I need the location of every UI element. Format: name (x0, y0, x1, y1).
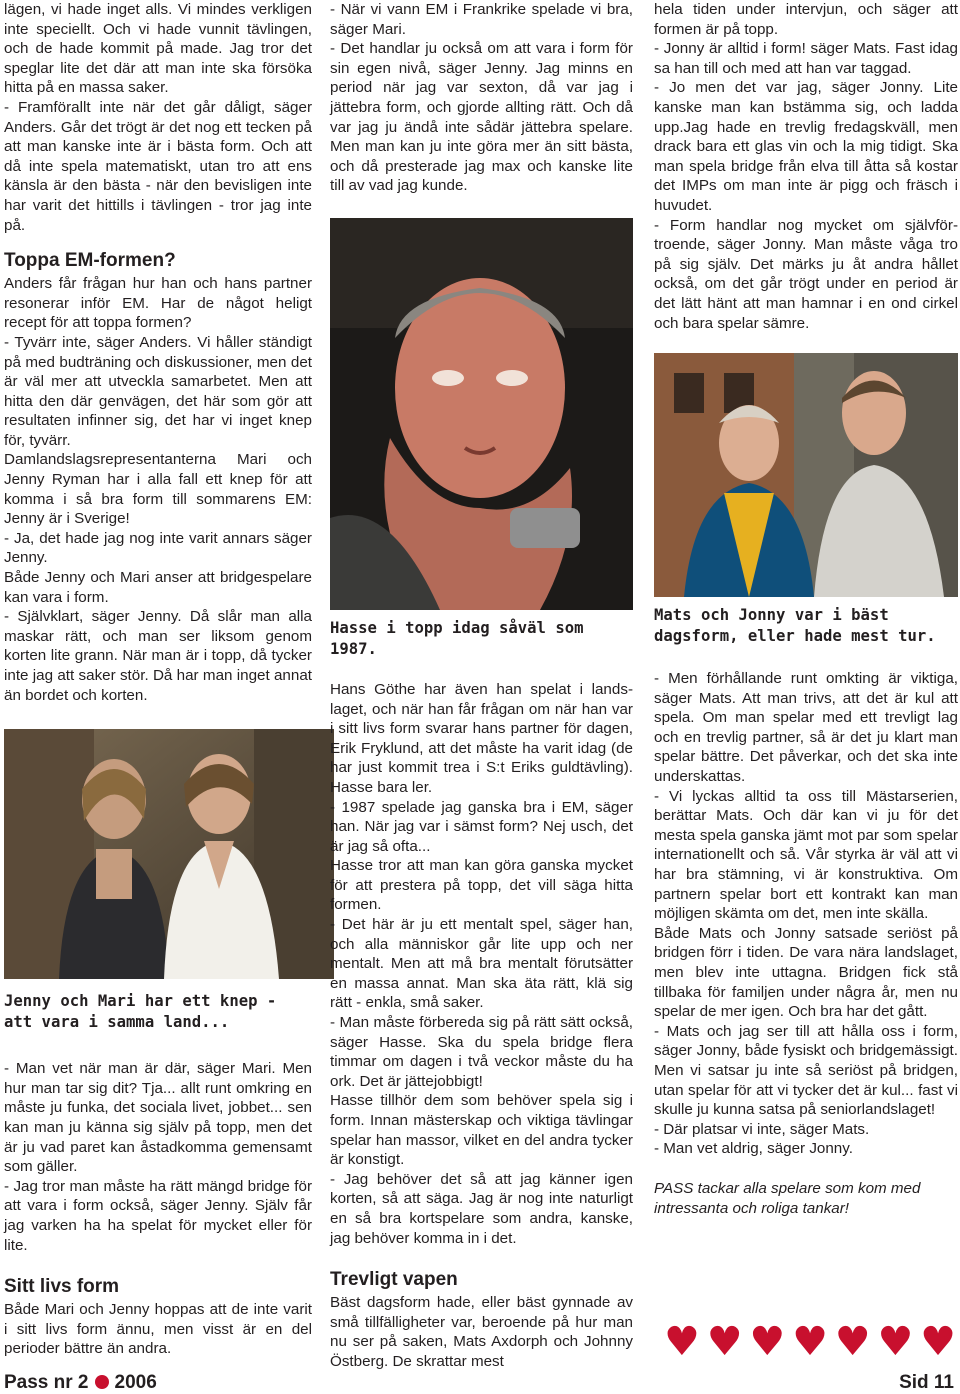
paragraph: - Tyvärr inte, säger Anders. Vi håller ständigt på med budträning och diskussioner, men det är väl mer att utveckla samarbetet. Men att hitta den där genvägen, det här som gör att resultaten infinner sig, det har vi inget knep för, tyvärr. (4, 333, 312, 449)
paragraph: - Självklart, säger Jenny. Då slår man alla maskar rätt, och man ser liksom genom korten lite grann. När man är i topp, då tycker inte jag att saker stör. Då har man inget annat än bordet och korten. (4, 608, 312, 704)
heading-toppa-em-formen: Toppa EM-formen? (4, 250, 176, 272)
paragraph: - Men förhållande runt omkting är viktiga, säger Mats. Att man trivs, att det är kul att spela. Om man spelar med ett trevligt lag och en trevlig partner, så är det ju klart man spelar bättre. Det påverkar, och det ska inte underskattas. (654, 670, 958, 786)
photo-mats-jonny-image (654, 353, 958, 597)
photo-caption-mats-jonny: Mats och Jonny var i bäst dagsform, eller hade mest tur. (654, 606, 936, 646)
paragraph: Både Mari och Jenny hoppas att de inte varit i sitt livs form ännu, men visst är en del perioder bättre än andra. (4, 1301, 312, 1358)
paragraph: - Man vet när man är där, säger Mari. Men hur man tar sig dit? Tja... allt runt omkring en måste ju funka, det sociala livet, jobbet... sen kan man ju känna sig själv på topp, men det är ju vad paret kan åstadkomma gemensamt som gäller. (4, 1060, 312, 1176)
heading-sitt-livs-form: Sitt livs form (4, 1276, 120, 1298)
photo-hasse (330, 218, 633, 610)
paragraph: Hans Göthe har även han spelat i landslaget, och när han får frågan om när han var i sitt livs form svarar hans partner för dagen, Erik Fryklund, att det måste ha varit idag (de har just kommit trea i S:t Eriks guldtävling). Hasse bara ler. (330, 680, 633, 796)
paragraph: - Det här är ju ett mentalt spel, säger han, och alla människor går lite upp och ner mentalt. Men att må bra mentalt förutsätter en massa annat. Man ska äta rätt, klä sig rätt - enkla, små saker. (330, 916, 633, 1012)
paragraph: Bäst dagsform hade, eller bäst gynnade av små tillfälligheter var, beroende på hur man nu ser på saken, Mats Axdorph och Johnny Östberg. De skrattar mest (330, 1294, 633, 1370)
closing-note: PASS tackar alla spelare som kom med intressanta och roliga tankar! (654, 1179, 921, 1217)
paragraph: - Jonny är alltid i form! säger Mats. Fast idag sa han till och med att han var taggad. (654, 40, 958, 77)
paragraph: lägen, vi hade inget alls. Vi mindes verkligen inte speciellt. Och vi hade vunnit tävlingen, och de hade kommit på made. Jag tror det speglar lite det där att man inte ska försöka hitta på en massa saker. (4, 1, 312, 97)
paragraph: - Vi lyckas alltid ta oss till Mästarserien, berättar Mats. Och där kan vi ju för det mesta spela ganska jämt mot par som spelar internationellt och så. Vår styrka är väl att vi har bra stämning, vi är konstruktiva. Om partnern spelar bort ett kontrakt kan man möjligen skämta om det, men inte skälla. (654, 787, 958, 923)
paragraph: - Form handlar nog mycket om självförtroende, säger Jonny. Man måste våga tro på sig själv. Det märks ju åt andra hållet också, om det går trögt under en period är det lätt hänt att man hamnar i en ond cirkel och bara spelar sämre. (654, 216, 958, 332)
paragraph: Både Jenny och Mari anser att bridgespelare kan vara i form. (4, 569, 312, 606)
heart-icon: ♥ (877, 1319, 914, 1365)
paragraph: - Man vet aldrig, säger Jonny. (654, 1140, 853, 1158)
paragraph: - Framförallt inte när det går dåligt, säger Anders. Går det trögt är det nog ett tecken på att man kanske inte är i bästa form. Och att då inte spela matematiskt, utan tro att ens känsla är den bästa - när den bevisligen inte har varit det hittills i tävlingen - tror jag inte på. (4, 98, 312, 234)
hearts-row (664, 1319, 956, 1365)
top-text (330, 0, 633, 196)
heart-icon: ♥ (792, 1319, 828, 1365)
body-text (654, 669, 958, 1159)
photo-hasse-image (330, 218, 633, 610)
paragraph: - Jag behöver det så att jag känner igen korten, så att säga. Jag är nog inte naturligt en så bra kortspelare som andra, kanske, jag behöver komma in i det. (330, 1170, 633, 1247)
page-number: Sid 11 (899, 1372, 954, 1393)
paragraph: - Mats och jag ser till att hålla oss i form, säger Jonny, både fysiskt och bridgemässigt. Men vi satsar ju inte så seriöst på bridgen, utan spelar för att vi tycker det är kul... fast vi skulle ju kunna satsa på seniorlandslaget! (654, 1022, 958, 1119)
heading-trevligt-vapen: Trevligt vapen (330, 1269, 458, 1291)
photo-jenny-mari-image (4, 729, 334, 979)
column-2 (330, 0, 633, 1372)
paragraph: Anders får frågan hur han och hans partner resonerar inför EM. Har de något heligt recept för att toppa formen? (4, 275, 312, 332)
paragraph: hela tiden under intervjun, och säger att formen är på topp. (654, 1, 958, 38)
paragraph: - Jag tror man måste ha rätt mängd bridge för att vara i form också, säger Jenny. Själv får jag varken ha ha spelat för mycket eller för lite. (4, 1177, 312, 1254)
paragraph: Hasse tror att man kan göra ganska mycket för att prestera på topp, det vill säga hitta formen. (330, 857, 633, 914)
red-dot-icon (95, 1375, 109, 1389)
paragraph: Damlandslagsrepresentanterna Mari och Jenny Ryman har i alla fall ett knep för att komma i så bra form till sommarens EM: Jenny är i Sverige! (4, 451, 312, 528)
column-1 (4, 0, 312, 1359)
paragraph: - Ja, det hade jag nog inte varit annars säger Jenny. (4, 529, 312, 567)
column-3 (654, 0, 958, 1218)
issue-year: 2006 (114, 1372, 157, 1393)
top-text (654, 0, 958, 333)
body-text-2 (4, 1059, 312, 1255)
heart-icon: ♥ (706, 1319, 743, 1365)
issue-label (4, 1372, 157, 1394)
intro-text (4, 0, 312, 235)
paragraph: - 1987 spelade jag ganska bra i EM, säger han. När jag var i sämst form? Nej usch, det är jag så ofta... (330, 798, 633, 855)
issue-number: Pass nr 2 (4, 1372, 89, 1393)
body-text-2 (330, 1293, 633, 1371)
paragraph: Både Mats och Jonny satsade seriöst på bridgen förr i tiden. De vara nära landslaget, men blev inte uttagna. Bridgen fick stå tillbaka för familjen under några år, men nu spelar de mer igen. Och bra har det gått. (654, 924, 958, 1021)
photo-jenny-mari (4, 729, 334, 979)
body-text-3 (4, 1300, 312, 1359)
heart-icon: ♥ (834, 1319, 871, 1365)
heart-icon: ♥ (920, 1319, 956, 1365)
photo-mats-jonny (654, 353, 958, 597)
photo-caption-hasse: Hasse i topp idag såväl som 1987. (330, 618, 584, 658)
heart-icon: ♥ (749, 1319, 786, 1365)
paragraph: Hasse tillhör dem som behöver spela sig i form. Innan mästerskap och viktiga tävlingar spelar han massor, vilket en del andra tycker är konstigt. (330, 1092, 633, 1169)
paragraph: - Jo men det var jag, säger Jonny. Lite kanske man kan bstämma sig, och ladda upp.Jag hade en trevlig fredagskväll, men drack bara ett glas vin och la mig tidigt. Ska man spela bridge från elva till åtta så kostar det IMPs om man inte är pigg och fräsch i huvudet. (654, 79, 958, 214)
paragraph: - Det handlar ju också om att vara i form för sin egen nivå, säger Jenny. Jag minns en period när jag var sexton, då var jag i jättebra form, och gjorde allting rätt. Och då var jag ju ändå inte sådär jättebra spelare. Men man kan ju inte göra mer än sitt bästa, och då presterade jag max och kanske lite till av vad jag kunde. (330, 40, 633, 195)
body-text (4, 274, 312, 705)
paragraph: - Man måste förbereda sig på rätt sätt också, säger Hasse. Ska du spela bridge flera timmar om dagen i två veckor måste du ha ork. Det är jättejobbigt! (330, 1014, 633, 1090)
body-text (330, 680, 633, 1248)
photo-caption-jenny-mari: Jenny och Mari har ett knep - att vara i samma land... (4, 992, 277, 1032)
paragraph: - Där platsar vi inte, säger Mats. (654, 1120, 870, 1138)
paragraph: - När vi vann EM i Frankrike spelade vi bra, säger Mari. (330, 1, 633, 38)
heart-icon: ♥ (664, 1319, 700, 1365)
